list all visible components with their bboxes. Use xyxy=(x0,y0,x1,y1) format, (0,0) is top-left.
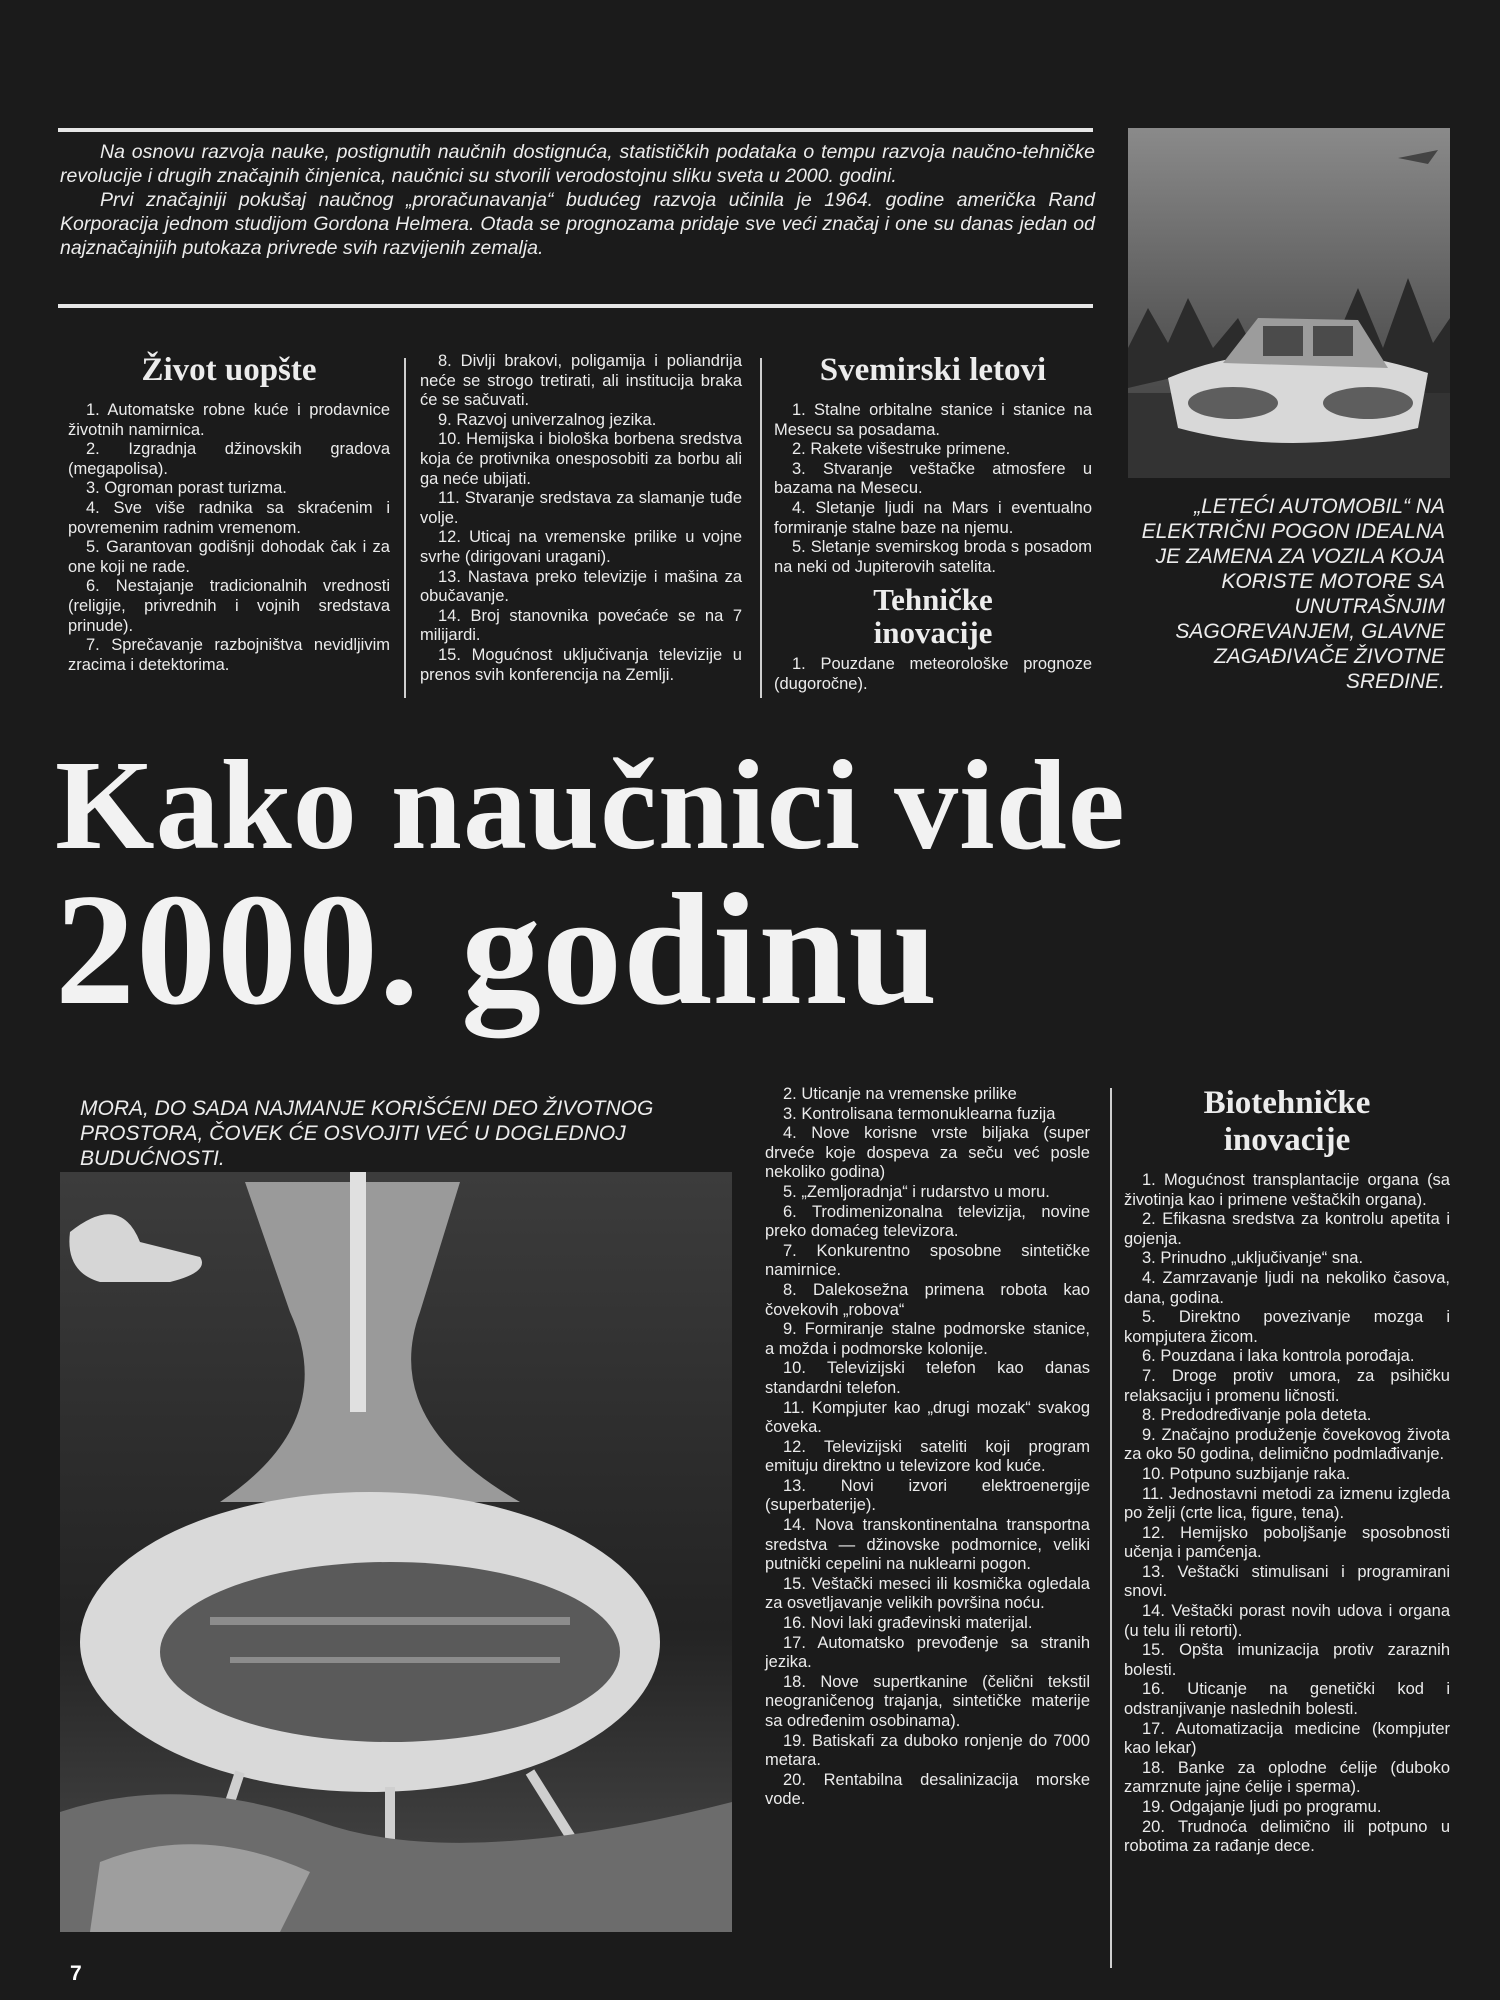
intro-text xyxy=(60,140,1095,260)
svemir-list xyxy=(774,401,1092,577)
list-item: 1. Mogućnost transplantacije organa (sa životinja kao i primene veštačkih organa). xyxy=(1124,1171,1450,1209)
list-item: 5. „Zemljoradnja“ i rudarstvo u moru. xyxy=(783,1182,1050,1201)
list-item: 4. Zamrzavanje ljudi na nekoliko časova, dana, godina. xyxy=(1124,1268,1450,1307)
column-divider xyxy=(404,358,406,698)
list-item: 2. Rakete višestruke primene. xyxy=(792,440,1011,459)
list-item: 4. Nove korisne vrste biljaka (super drveće koje dospeva za seču već posle nekoliko godina) xyxy=(765,1124,1090,1182)
list-item: 15. Veštački meseci ili kosmička ogledala za osvetljavanje velikih površina noću. xyxy=(765,1574,1090,1613)
list-item: 17. Automatsko prevođenje sa stranih jezika. xyxy=(765,1633,1090,1672)
list-item: 3. Prinudno „uključivanje“ sna. xyxy=(1142,1249,1364,1268)
list-item: 2. Uticanje na vremenske prilike xyxy=(783,1085,1017,1103)
list-item: 19. Batiskafi za duboko ronjenje do 7000 metara. xyxy=(765,1731,1090,1770)
list-item: 1. Pouzdane meteorološke prognoze (dugoročne). xyxy=(774,655,1092,693)
list-item: 4. Sletanje ljudi na Mars i eventualno formiranje stalne baze na njemu. xyxy=(774,498,1092,537)
headline-line-2: 2000. godinu xyxy=(55,860,939,1038)
list-item: 3. Kontrolisana termonuklearna fuzija xyxy=(783,1104,1056,1123)
list-item: 7. Sprečavanje razbojništva nevidljivim zracima i detektorima. xyxy=(68,636,390,674)
top-rule xyxy=(58,128,1093,132)
flying-car-photo xyxy=(1128,128,1450,478)
list-item: 8. Predodređivanje pola deteta. xyxy=(1142,1406,1372,1425)
list-item: 6. Nestajanje tradicionalnih vrednosti (religije, privrednih i vojnih sredstava prinude). xyxy=(68,577,390,635)
list-item: 9. Razvoj univerzalnog jezika. xyxy=(438,410,657,429)
page-number: 7 xyxy=(70,1962,82,1985)
list-item: 3. Ogroman porast turizma. xyxy=(86,479,287,498)
list-item: 12. Uticaj na vremenske prilike u vojne svrhe (dirigovani uragani). xyxy=(420,528,742,566)
list-item: 2. Izgradnja džinovskih gradova (megapolisa). xyxy=(68,440,390,478)
list-item: 19. Odgajanje ljudi po programu. xyxy=(1142,1798,1382,1816)
list-item: 2. Efikasna sredstva za kontrolu apetita i gojenja. xyxy=(1124,1210,1450,1248)
zivot-column xyxy=(68,352,390,675)
svemir-heading: Svemirski letovi xyxy=(819,352,1047,388)
tehnicke-column-continued xyxy=(765,1085,1090,1810)
intro-paragraph: Na osnovu razvoja nauke, postignutih naučnih dostignuća, statističkih podataka o tempu razvoja naučno-tehničke revolucije i drugih značajnih činjenica, naučnici su stvorili verodostojnu sliku sveta u 2000. godini. xyxy=(60,141,1095,187)
list-item: 5. Garantovan godišnji dohodak čak i za one koji ne rade. xyxy=(68,538,390,576)
zivot-heading: Život uopšte xyxy=(141,352,317,388)
list-item: 16. Uticanje na genetički kod i odstranjivanje naslednih bolesti. xyxy=(1124,1680,1450,1719)
underwater-station-photo xyxy=(60,1172,732,1932)
list-item: 18. Banke za oplodne ćelije (duboko zamrznute jajne ćelije i sperma). xyxy=(1124,1758,1450,1797)
list-item: 20. Rentabilna desalinizacija morske vode. xyxy=(765,1770,1090,1809)
list-item: 10. Potpuno suzbijanje raka. xyxy=(1142,1464,1351,1483)
list-item: 8. Dalekosežna primena robota kao čovekovih „robova“ xyxy=(765,1280,1090,1319)
sea-caption: MORA, DO SADA NAJMANJE KORIŠĆENI DEO ŽIVOTNOG PROSTORA, ČOVEK ĆE OSVOJITI VEĆ U DOGLEDNOJ BUDUĆNOSTI. xyxy=(80,1097,654,1170)
list-item: 10. Televizijski telefon kao danas standardni telefon. xyxy=(765,1359,1090,1397)
zivot-column-continued xyxy=(420,352,742,685)
list-item: 12. Televizijski sateliti koji program emituju direktno u televizore kod kuće. xyxy=(765,1437,1090,1476)
list-item: 18. Nove supertkanine (čelični tekstil neograničenog trajanja, sintetičke materije sa određenim osobinama). xyxy=(765,1672,1090,1730)
list-item: 14. Nova transkontinentalna transportna sredstva — džinovske podmornice, veliki putnički cepelini na nuklearni pogon. xyxy=(765,1516,1090,1574)
tehnicke-list xyxy=(774,655,1092,694)
list-item: 13. Nastava preko televizije i mašina za obučavanje. xyxy=(420,567,742,606)
column-divider xyxy=(760,358,762,698)
zivot-list xyxy=(68,401,390,675)
intro-paragraph: Prvi značajniji pokušaj naučnog „proračunavanja“ budućeg razvoja učinila je 1964. godine američka Rand Korporacija jednom studijom Gordona Helmera. Otada se prognozama pridaje sve veći značaj i one su danas jedan od najznačajnijih putokaza privrede svih razvijenih zemalja. xyxy=(60,189,1095,259)
svemir-column xyxy=(774,352,1092,695)
list-item: 5. Direktno povezivanje mozga i kompjutera žicom. xyxy=(1124,1308,1450,1346)
flying-car-illustration xyxy=(1128,128,1450,478)
list-item: 15. Mogućnost uključivanja televizije u prenos svih konferencija na Zemlji. xyxy=(420,645,742,684)
list-item: 1. Automatske robne kuće i prodavnice životnih namirnica. xyxy=(68,401,390,439)
zivot-list-continued xyxy=(420,352,742,685)
list-item: 6. Pouzdana i laka kontrola porođaja. xyxy=(1142,1347,1415,1366)
flying-car-caption: „LETEĆI AUTOMOBIL“ NA ELEKTRIČNI POGON IDEALNA JE ZAMENA ZA VOZILA KOJA KORISTE MOTORE SA UNUTRAŠNJIM SAGOREVANJEM, GLAVNE ZAGAĐIVAČE ŽIVOTNE SREDINE. xyxy=(1141,495,1445,693)
headline-line-1: Kako naučnici vide xyxy=(55,734,1126,876)
list-item: 13. Novi izvori elektroenergije (superbaterije). xyxy=(765,1476,1090,1515)
list-item: 4. Sve više radnika sa skraćenim i povremenim radnim vremenom. xyxy=(68,498,390,537)
bio-list xyxy=(1124,1171,1450,1857)
list-item: 10. Hemijska i biološka borbena sredstva koja će protivnika onesposobiti za borbu ali ga neće ubijati. xyxy=(420,430,742,488)
list-item: 14. Veštački porast novih udova i organa (u telu ili retorti). xyxy=(1124,1602,1450,1640)
list-item: 6. Trodimenizonalna televizija, novine preko domaćeg televizora. xyxy=(765,1202,1090,1241)
list-item: 12. Hemijsko poboljšanje sposobnosti učenja i pamćenja. xyxy=(1124,1523,1450,1562)
tehnicke-heading: Tehničke inovacije xyxy=(873,582,993,651)
tehnicke-list-continued xyxy=(765,1085,1090,1810)
list-item: 13. Veštački stimulisani i programirani snovi. xyxy=(1124,1562,1450,1601)
list-item: 11. Kompjuter kao „drugi mozak“ svakog čoveka. xyxy=(765,1398,1090,1437)
list-item: 16. Novi laki građevinski materijal. xyxy=(783,1614,1033,1633)
list-item: 15. Opšta imunizacija protiv zaraznih bolesti. xyxy=(1124,1641,1450,1679)
list-item: 5. Sletanje svemirskog broda s posadom na neki od Jupiterovih satelita. xyxy=(774,538,1092,576)
intro-bottom-rule xyxy=(58,304,1093,308)
list-item: 9. Formiranje stalne podmorske stanice, a možda i podmorske kolonije. xyxy=(765,1320,1090,1358)
list-item: 8. Divlji brakovi, poligamija i poliandrija neće se strogo tretirati, ali institucija braka će se sačuvati. xyxy=(420,352,742,410)
list-item: 14. Broj stanovnika povećaće se na 7 milijardi. xyxy=(420,606,742,645)
list-item: 11. Stvaranje sredstava za slamanje tuđe volje. xyxy=(420,489,742,527)
column-divider xyxy=(1110,1088,1112,1968)
list-item: 3. Stvaranje veštačke atmosfere u bazama na Mesecu. xyxy=(774,459,1092,498)
list-item: 11. Jednostavni metodi za izmenu izgleda po želji (crte lica, figure, tena). xyxy=(1124,1484,1450,1523)
list-item: 7. Droge protiv umora, za psihičku relaksaciju i promenu ličnosti. xyxy=(1124,1366,1450,1405)
list-item: 1. Stalne orbitalne stanice i stanice na Mesecu sa posadama. xyxy=(774,401,1092,439)
list-item: 9. Značajno produženje čovekovog života za oko 50 godina, delimično podmlađivanje. xyxy=(1124,1425,1450,1464)
list-item: 20. Trudnoća delimično ili potpuno u robotima za rađanje dece. xyxy=(1124,1817,1450,1856)
underwater-station-illustration xyxy=(60,1172,732,1932)
bio-heading: Biotehničke inovacije xyxy=(1203,1085,1371,1158)
bio-column xyxy=(1124,1085,1450,1857)
list-item: 7. Konkurentno sposobne sintetičke namirnice. xyxy=(765,1241,1090,1280)
list-item: 17. Automatizacija medicine (kompjuter kao lekar) xyxy=(1124,1719,1450,1758)
